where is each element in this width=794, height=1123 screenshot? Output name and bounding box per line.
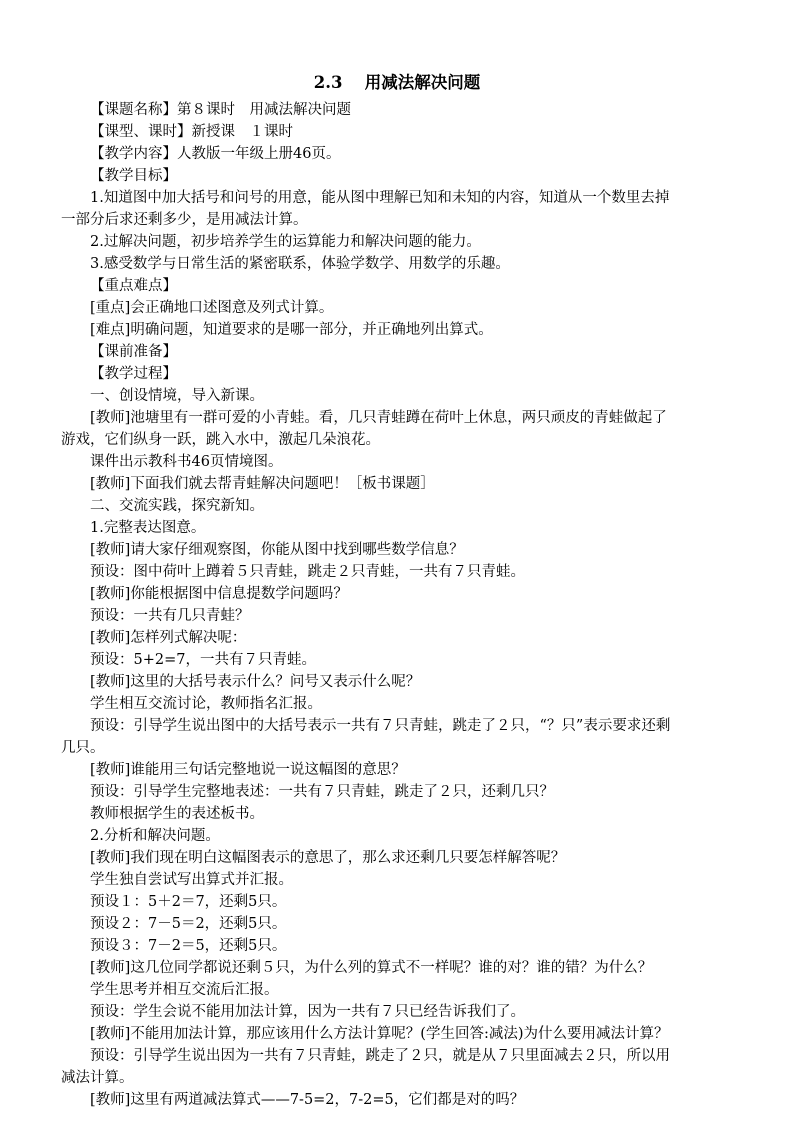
text-line: 2.分析和解决问题。	[90, 828, 220, 844]
document-title: 2.3 用减法解决问题	[313, 73, 481, 92]
text-line: 预设２：7－5＝2，还剩5只。	[90, 916, 287, 932]
text-line: 【教学目标】	[90, 168, 177, 184]
text-line: 3.感受数学与日常生活的紧密联系，体验学数学、用数学的乐趣。	[90, 256, 510, 272]
text-line: 预设３：7－2＝5，还剩5只。	[90, 938, 287, 954]
text-line: [重点]会正确地口述图意及列式计算。	[90, 300, 334, 316]
text-line: [教师]池塘里有一群可爱的小青蛙。看，几只青蛙蹲在荷叶上休息，两只顽皮的青蛙做起了	[90, 410, 667, 426]
text-line: 1.知道图中加大括号和问号的用意，能从图中理解已知和未知的内容，知道从一个数里去掉	[90, 190, 670, 206]
text-line: 预设：5+2=7，一共有７只青蛙。	[90, 652, 316, 668]
text-line: 预设：引导学生完整地表述：一共有７只青蛙，跳走了２只，还剩几只？	[90, 784, 554, 800]
text-line: [教师]你能根据图中信息提数学问题吗？	[90, 586, 348, 602]
text-line: 一、创设情境，导入新课。	[90, 388, 264, 404]
text-line: [教师]下面我们就去帮青蛙解决问题吧！［板书课题］	[90, 476, 435, 492]
text-line: [教师]我们现在明白这幅图表示的意思了，那么求还剩几只要怎样解答呢？	[90, 850, 566, 866]
text-line: 【教学内容】人教版一年级上册46页。	[90, 146, 341, 162]
text-line: [教师]谁能用三句话完整地说一说这幅图的意思？	[90, 762, 406, 778]
text-line: 预设：图中荷叶上蹲着５只青蛙，跳走２只青蛙，一共有７只青蛙。	[90, 564, 525, 580]
text-line: [教师]不能用加法计算，那应该用什么方法计算呢？(学生回答:减法)为什么要用减法计算？	[90, 1026, 669, 1042]
text-line: 预设：学生会说不能用加法计算，因为一共有７只已经告诉我们了。	[90, 1004, 525, 1020]
text-line: 几只。	[61, 740, 105, 756]
text-line: 一部分后求还剩多少，是用减法计算。	[61, 212, 308, 228]
text-line: 减法计算。	[61, 1070, 134, 1086]
text-line: 【重点难点】	[90, 278, 177, 294]
text-line: [教师]这里的大括号表示什么？问号又表示什么呢？	[90, 674, 421, 690]
text-line: 【课型、课时】新授课 １课时	[90, 124, 293, 140]
text-line: [教师]这几位同学都说还剩５只，为什么列的算式不一样呢？谁的对？谁的错？为什么？	[90, 960, 653, 976]
text-line: [教师]这里有两道减法算式——7-5=2，7-2=5，它们都是对的吗？	[90, 1092, 525, 1108]
text-line: 课件出示教科书46页情境图。	[90, 454, 283, 470]
text-line: 学生独自尝试写出算式并汇报。	[90, 872, 293, 888]
text-line: 【课前准备】	[90, 344, 177, 360]
text-line: 学生思考并相互交流后汇报。	[90, 982, 279, 998]
text-line: [教师]请大家仔细观察图，你能从图中找到哪些数学信息？	[90, 542, 464, 558]
text-line: 教师根据学生的表述板书。	[90, 806, 264, 822]
text-line: 学生相互交流讨论，教师指名汇报。	[90, 696, 322, 712]
text-line: 预设：引导学生说出图中的大括号表示一共有７只青蛙，跳走了２只，“？只”表示要求还剩	[90, 718, 671, 734]
text-line: [难点]明确问题，知道要求的是哪一部分，并正确地列出算式。	[90, 322, 493, 338]
text-line: 2.过解决问题，初步培养学生的运算能力和解决问题的能力。	[90, 234, 481, 250]
text-line: 二、交流实践，探究新知。	[90, 498, 264, 514]
text-line: [教师]怎样列式解决呢：	[90, 630, 247, 646]
text-line: 预设：引导学生说出因为一共有７只青蛙，跳走了２只，就是从７只里面减去２只，所以用	[90, 1048, 670, 1064]
document-body	[61, 99, 741, 1111]
text-line: 1.完整表达图意。	[90, 520, 206, 536]
text-line: 【课题名称】第８课时 用减法解决问题	[90, 102, 351, 118]
text-line: 【教学过程】	[90, 366, 177, 382]
text-line: 预设１：5＋2＝7，还剩5只。	[90, 894, 287, 910]
text-line: 预设：一共有几只青蛙？	[90, 608, 250, 624]
text-line: 游戏，它们纵身一跃，跳入水中，激起几朵浪花。	[61, 432, 380, 448]
